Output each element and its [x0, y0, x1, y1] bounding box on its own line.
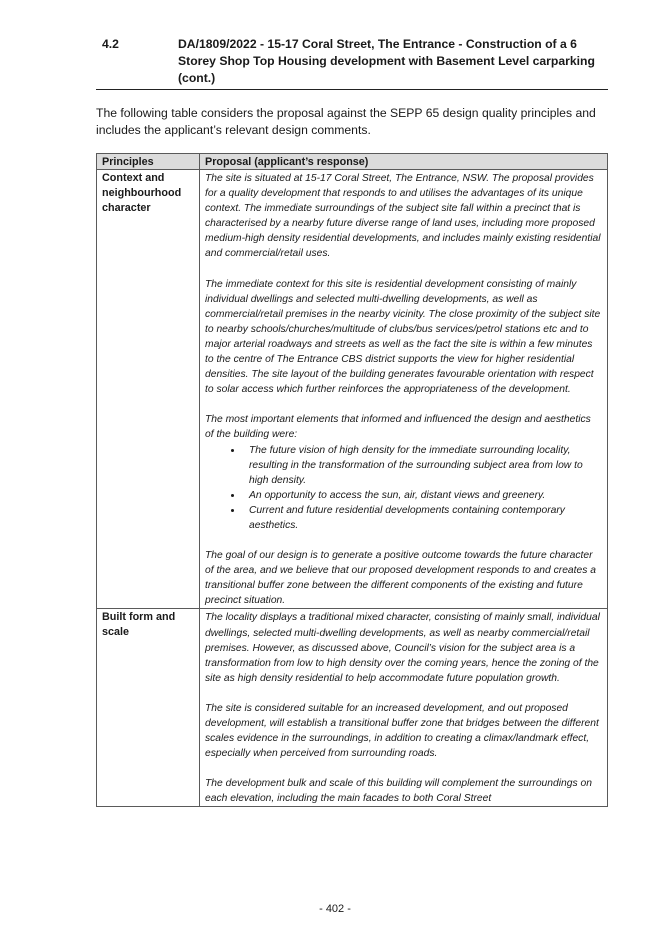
response-paragraph: The goal of our design is to generate a positive outcome towards the future character of the area, and we believe that our proposed development responds to and creates a transitional buffer zone between the different components of the existing and future precinct situation.	[205, 550, 596, 607]
response-cell	[200, 609, 608, 807]
response-paragraph: The immediate context for this site is residential development consisting of mainly individual dwellings and selected multi-dwelling developments, as well as commercial/retail premises in the nearby vicinity. The close proximity of the subject site to nearby schools/churches/multitude of clubs/bus services/petrol stations etc and to major arterial roadways and streets as well as the fact the site is within a few minutes to the centre of The Entrance CBS district supports the view for higher residential densities. The site layout of the building generates favourable orientation with respect to solar access which further reinforces the appropriateness of the development.	[205, 278, 601, 396]
table-header-row	[97, 154, 608, 170]
response-paragraph: The development bulk and scale of this building will complement the surroundings on each elevation, including the main facades to both Coral Street	[205, 778, 592, 805]
column-header-principles: Principles	[97, 154, 200, 170]
list-item: • The future vision of high density for the immediate surrounding locality, resulting in the transformation of the surrounding subject area from low to high density.	[243, 443, 602, 488]
design-elements-list	[205, 443, 602, 534]
response-paragraph: The site is considered suitable for an increased development, and out proposed development, will establish a transitional buffer zone that bridges between the different scales evidence in the surroundings, in addition to creating a climax/landmark effect, especially when perceived from surrounding roads.	[205, 702, 599, 760]
response-paragraph: The most important elements that informed and influenced the design and aesthetics of the building were:	[205, 414, 591, 441]
column-header-proposal: Proposal (applicant’s response)	[200, 154, 608, 170]
item-title: DA/1809/2022 - 15-17 Coral Street, The Entrance - Construction of a 6 Storey Shop Top Housing development with Basement Level carparking (cont.)	[178, 37, 595, 85]
header-rule	[96, 89, 608, 90]
response-cell	[200, 170, 608, 609]
intro-paragraph: The following table considers the proposal against the SEPP 65 design quality principles and includes the applicant’s relevant design comments.	[96, 106, 596, 137]
principle-cell: Context and neighbourhood character	[97, 170, 200, 609]
list-item: • Current and future residential developments containing contemporary aesthetics.	[243, 503, 602, 533]
item-number: 4.2	[102, 37, 119, 51]
table-row	[97, 170, 608, 609]
item-header	[96, 36, 608, 87]
list-item: • An opportunity to access the sun, air, distant views and greenery.	[243, 488, 602, 503]
response-paragraph: The locality displays a traditional mixed character, consisting of mainly small, individual dwellings, selected multi-dwelling developments, as well as nearby commercial/retail premises. However, as discussed above, Council’s vision for the subject area is a transformation from low to high density over the coming years, hence the zoning of the site as high density residential to help accommodate future population growth.	[205, 612, 600, 684]
response-paragraph: The site is situated at 15-17 Coral Street, The Entrance, NSW. The proposal provides for a quality development that responds to and utilises the advantages of its unique context. The immediate surroundings of the subject site fall within a precinct that is characterised by a nearby future diverse range of land uses, including more proposed medium-high density residential developments, and includes mainly existing residential and commercial/retail uses.	[205, 173, 601, 260]
page-number: - 402 -	[319, 903, 351, 915]
table-row	[97, 609, 608, 807]
principle-cell: Built form and scale	[97, 609, 200, 807]
sepp65-principles-table	[96, 153, 608, 807]
